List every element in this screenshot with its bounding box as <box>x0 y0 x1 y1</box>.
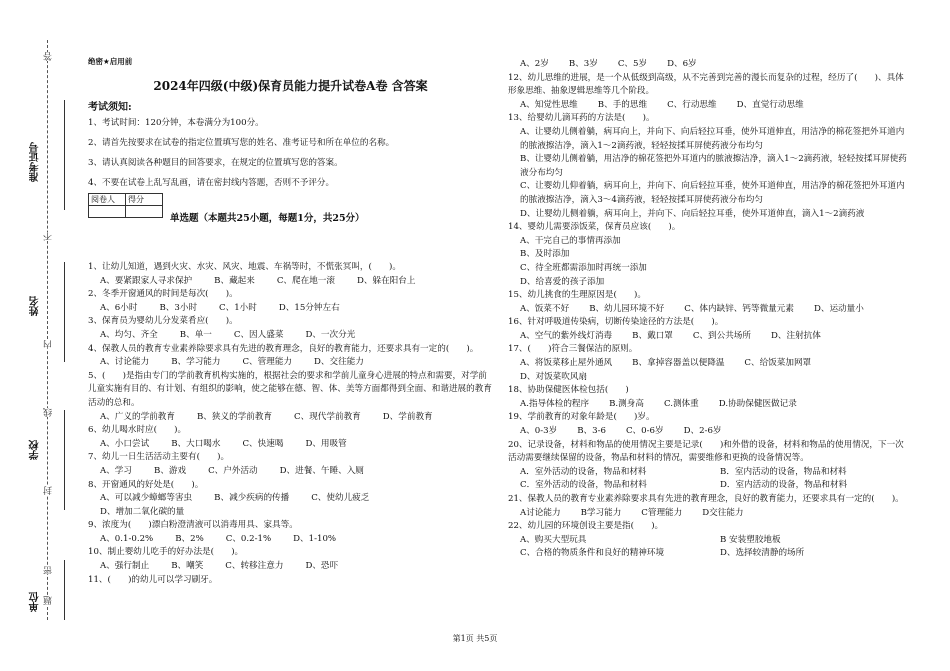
option: A、2岁 <box>520 59 549 69</box>
score-label: 得分 <box>126 194 163 206</box>
grader-label: 阅卷人 <box>89 194 126 206</box>
question-text: 4、保教人员的教育专业素养除要求具有先进的教育理念，良好的教育能力，还要求具有一定的( )。 <box>88 343 479 354</box>
option: C、0-6岁 <box>625 426 664 437</box>
unit-field[interactable] <box>64 560 65 620</box>
notice-item: 3、请认真阅读各种题目的回答要求，在规定的位置填写您的答案。 <box>88 158 343 168</box>
option: D、增加二氧化碳的量 <box>100 506 185 517</box>
question-text: 6、幼儿喝水时应( )。 <box>88 425 187 436</box>
question-text: 17、( )符合三餐保洁的原则。 <box>508 344 638 355</box>
option-row <box>508 547 908 561</box>
notice-item: 1、考试时间：120分钟，本卷满分为100分。 <box>88 118 264 128</box>
question-text: 3、保育员为婴幼儿分发菜肴应( )。 <box>88 316 238 327</box>
option: D、用吸管 <box>305 438 347 449</box>
option: D、对饭菜吹风扇 <box>520 371 588 382</box>
option: B、拿掉容器盖以便降温 <box>632 358 725 369</box>
name-label: 姓名 <box>30 296 41 316</box>
option: A、将饭菜移止屋外通风 <box>520 358 613 369</box>
option: B、戴口罩 <box>632 330 673 341</box>
option: C管理能力 <box>641 507 683 518</box>
option: D、2-6岁 <box>683 426 722 437</box>
option: D、学前教育 <box>382 411 433 422</box>
score-cell[interactable] <box>126 206 163 218</box>
school-label: 学校 <box>30 440 41 460</box>
option: A、6小时 <box>100 302 138 313</box>
option-row <box>508 303 908 317</box>
option: D、1-10% <box>293 533 337 544</box>
option: C、使幼儿疲乏 <box>311 493 370 504</box>
option: B、及时添加 <box>520 249 570 260</box>
option-row <box>508 425 908 439</box>
option-row <box>88 438 493 452</box>
right-question-column <box>508 58 908 561</box>
option: D、让婴幼儿侧着躺，病耳向上，并向下、向后轻拉耳垂，使外耳道伸直，滴入1～2滴药液 <box>520 208 865 219</box>
option: C、因人盛菜 <box>233 329 284 340</box>
option: D、交往能力 <box>314 357 364 368</box>
option: D、注射抗体 <box>771 330 821 341</box>
option: D、一次分光 <box>305 329 356 340</box>
notice-item: 2、请首先按要求在试卷的指定位置填写您的姓名、准考证号和所在单位的名称。 <box>88 138 395 148</box>
section-title: 单选题（本题共25小题，每题1分，共25分） <box>170 213 365 224</box>
option: B、手的思维 <box>597 99 648 110</box>
option-row <box>508 534 908 548</box>
option: B、狭义的学前教育 <box>196 411 273 422</box>
option: A、知觉性思维 <box>520 99 578 110</box>
question-text: 16、针对呼吸道传染病，切断传染途径的方法是( )。 <box>508 317 724 328</box>
option: B、大口喝水 <box>171 438 221 449</box>
left-question-column <box>88 261 493 587</box>
question-text: 20、记录设备，材料和物品的使用情况主要是记录( )和外借的设备，材料和物品的使用情况，下一次活动需要继续保留的设备，物品和材料的情况，需要维修和更换的设备情况等。 <box>508 439 904 464</box>
option-row <box>508 357 908 384</box>
option-row <box>88 275 493 289</box>
option: B、幼儿园环境不好 <box>589 303 665 314</box>
option: B、游戏 <box>154 465 187 476</box>
option: A．室外活动的设备，物品和材料 <box>520 466 647 477</box>
option: B、让婴幼儿侧着躺，用洁净的棉花签把外耳道内的脓液擦洁净，滴入1～2滴药液，轻轻按揉耳屏使药液分布均匀 <box>520 154 907 178</box>
question-text: 11、( )的幼儿可以学习刷牙。 <box>88 574 218 585</box>
option: C、合格的物质条件和良好的精神环境 <box>520 548 665 559</box>
option: A、可以减少蟑螂等害虫 <box>100 493 193 504</box>
option: C、到公共场所 <box>692 330 751 341</box>
exam-number-field[interactable] <box>64 100 65 210</box>
seal-mark: 线 <box>44 408 54 417</box>
option: C、快速喝 <box>242 438 284 449</box>
seal-mark: 密 <box>44 566 54 575</box>
option-row <box>88 492 493 519</box>
option-row <box>88 302 493 316</box>
option: C、1小时 <box>219 302 257 313</box>
option: D、6岁 <box>667 59 697 69</box>
option-row <box>88 411 493 425</box>
option: B．室内活动的设备，物品和材料 <box>720 466 847 477</box>
grader-cell[interactable] <box>89 206 126 218</box>
page-title: 2024年四级(中级)保育员能力提升试卷A卷 含答案 <box>153 79 428 93</box>
option: C.测体重 <box>663 398 699 409</box>
option: D.协助保健医做记录 <box>718 398 797 409</box>
option: D、给喜爱的孩子添加 <box>520 276 605 287</box>
question-text: 14、婴幼儿需要添饭菜，保育员应该( )。 <box>508 222 681 233</box>
option-row <box>88 329 493 343</box>
option-row <box>508 99 908 113</box>
option: A、强行制止 <box>100 561 150 572</box>
question-text: 1、让幼儿知道，遇到火灾、水灾、风灾、地震、车祸等时，不慌张冥叫，( )。 <box>88 262 401 272</box>
option: B、3岁 <box>568 59 598 69</box>
option: C、行动思维 <box>667 99 717 110</box>
binding-strip <box>0 0 75 671</box>
option: A、0.1-0.2% <box>100 533 154 544</box>
option: B、藏起来 <box>214 275 255 286</box>
notice-item: 4、不要在试卷上乱写乱画，请在密封线内答题，否则不予评分。 <box>88 178 335 188</box>
option: A、干完自己的事情再添加 <box>520 235 621 246</box>
option: A、饭菜不好 <box>520 303 570 314</box>
option: D、直觉行动思维 <box>736 99 804 110</box>
option: B、单一 <box>179 329 212 340</box>
option: C、现代学前教育 <box>294 411 361 422</box>
option: A、广义的学前教育 <box>100 411 175 422</box>
option-row <box>508 479 908 493</box>
option: C、0.2-1% <box>225 533 272 544</box>
question-text: 8、开窗通风的好处是( )。 <box>88 479 204 490</box>
option: B、2% <box>175 533 204 544</box>
option: D．室内活动的设备，物品和材料 <box>720 480 848 491</box>
option-row <box>508 398 908 412</box>
seal-line <box>47 40 48 620</box>
option: D、15分钟左右 <box>278 302 340 313</box>
option: C、转移注意力 <box>225 561 284 572</box>
seal-mark: 题 <box>44 596 54 605</box>
option: B、3-6 <box>577 426 606 437</box>
question-text: 13、给婴幼儿滴耳药的方法是( )。 <box>508 113 655 124</box>
question-text: 2、冬季开窗通风的时间是每次( )。 <box>88 289 238 300</box>
question-text: 12、幼儿思维的进展，是一个从低级到高级，从不完善到完善的漫长而复杂的过程，经历了( )、具体形象思维、抽象逻辑思维等几个阶段。 <box>508 72 904 97</box>
question-text: 5、( )是指由专门的学前教育机构实施的，根据社会的要求和学前儿童身心进展的特点和需要，对学前儿童实施有目的、有计划、有组织的影响，使之能够在德、智、体、美等方面都得到全面、和谐进展的教育活动的总和。 <box>88 370 492 408</box>
option: B 安装塑胶地板 <box>720 534 781 545</box>
option-row <box>88 356 493 370</box>
option: D、运动量小 <box>813 303 864 314</box>
option: D、进餐、午睡、入厕 <box>279 465 364 476</box>
option: A讨论能力 <box>520 507 561 518</box>
notice-heading: 考试须知: <box>88 102 132 113</box>
option: B、减少疾病的传播 <box>214 493 290 504</box>
option: A、学习 <box>100 465 132 476</box>
option: B、嘲笑 <box>171 561 204 572</box>
question-text: 21、保教人员的教育专业素养除要求具有先进的教育理念，良好的教育能力，还要求具有一定的( )。 <box>508 494 904 504</box>
option: C、爬在地一滚 <box>276 275 335 286</box>
option-row <box>508 58 908 72</box>
question-text: 7、幼儿一日生活活动主要有( )。 <box>88 452 230 463</box>
question-text: 10、制止婴幼儿吃手的好办法是( )。 <box>88 547 244 558</box>
option: D、恐吓 <box>305 561 339 572</box>
option: B.测身高 <box>609 398 644 409</box>
option: C．室外活动的设备，物品和材料 <box>520 480 647 491</box>
option: C、管理能力 <box>242 357 293 368</box>
notice-list <box>88 113 493 193</box>
option: C、体内缺锌、钙等微量元素 <box>684 303 794 314</box>
option-row <box>508 507 908 521</box>
seal-mark: 答 <box>44 52 54 61</box>
score-table <box>88 193 163 218</box>
option: A、均匀、齐全 <box>100 329 158 340</box>
option: D、选择较清静的场所 <box>720 548 805 559</box>
option: A、空气的紫外线灯消毒 <box>520 330 613 341</box>
option: A、要紧跟家人寻求保护 <box>100 275 193 286</box>
option-row <box>88 465 493 479</box>
option: A.指导体检的程序 <box>520 398 590 409</box>
question-text: 15、幼儿挑食的生理原因是( )。 <box>508 290 646 301</box>
option-row <box>508 466 908 480</box>
option: B、3小时 <box>159 302 198 313</box>
question-text: 22、幼儿园的环境创设主要是指( )。 <box>508 521 664 532</box>
option: A、小口尝试 <box>100 438 150 449</box>
exam-number-label: 准考证号 <box>30 142 41 182</box>
option: D、躲在阳台上 <box>357 275 416 286</box>
option: C、户外活动 <box>208 465 258 476</box>
page-number: 第1页 共5页 <box>452 634 498 643</box>
seal-mark: 内 <box>44 340 54 349</box>
seal-mark: 不 <box>44 232 54 241</box>
question-text: 18、协助保健医体检包括( ) <box>508 385 629 396</box>
option: A、0-3岁 <box>520 426 558 437</box>
question-text: 9、浓度为( )漂白粉澄清液可以消毒用具、家具等。 <box>88 520 298 531</box>
option-row <box>88 533 493 547</box>
seal-mark: 封 <box>44 486 54 495</box>
option: B、学习能力 <box>171 357 221 368</box>
option: A、让婴幼儿侧着躺，病耳向上，并向下、向后轻拉耳垂，使外耳道伸直，用洁净的棉花签把外耳道内的脓液擦洁净，滴入1～2滴药液，轻轻按揉耳屏使药液分布均匀 <box>520 126 905 151</box>
confidential-mark: 绝密★启用前 <box>88 57 133 66</box>
option: C、给饭菜加网罩 <box>744 358 812 369</box>
option: D交往能力 <box>702 507 744 518</box>
option: C、5岁 <box>617 59 648 69</box>
name-field[interactable] <box>64 262 65 362</box>
option: A、购买大型玩具 <box>520 534 587 545</box>
option: C、让婴幼儿仰着躺，病耳向上，并向下、向后轻拉耳垂，使外耳道伸直，用洁净的棉花签把外耳道内的脓液擦洁净，滴入3～4滴药液，轻轻按揉耳屏使药液分布均匀 <box>520 181 905 205</box>
option-row <box>508 330 908 344</box>
unit-label: 单位 <box>30 592 41 612</box>
school-field[interactable] <box>64 410 65 510</box>
option: A、讨论能力 <box>100 357 150 368</box>
question-text: 19、学前教育的对象年龄是( )岁。 <box>508 412 655 423</box>
option: B学习能力 <box>580 507 622 518</box>
option-row <box>88 560 493 574</box>
option: C、待全班都需添加时再统一添加 <box>520 262 647 273</box>
